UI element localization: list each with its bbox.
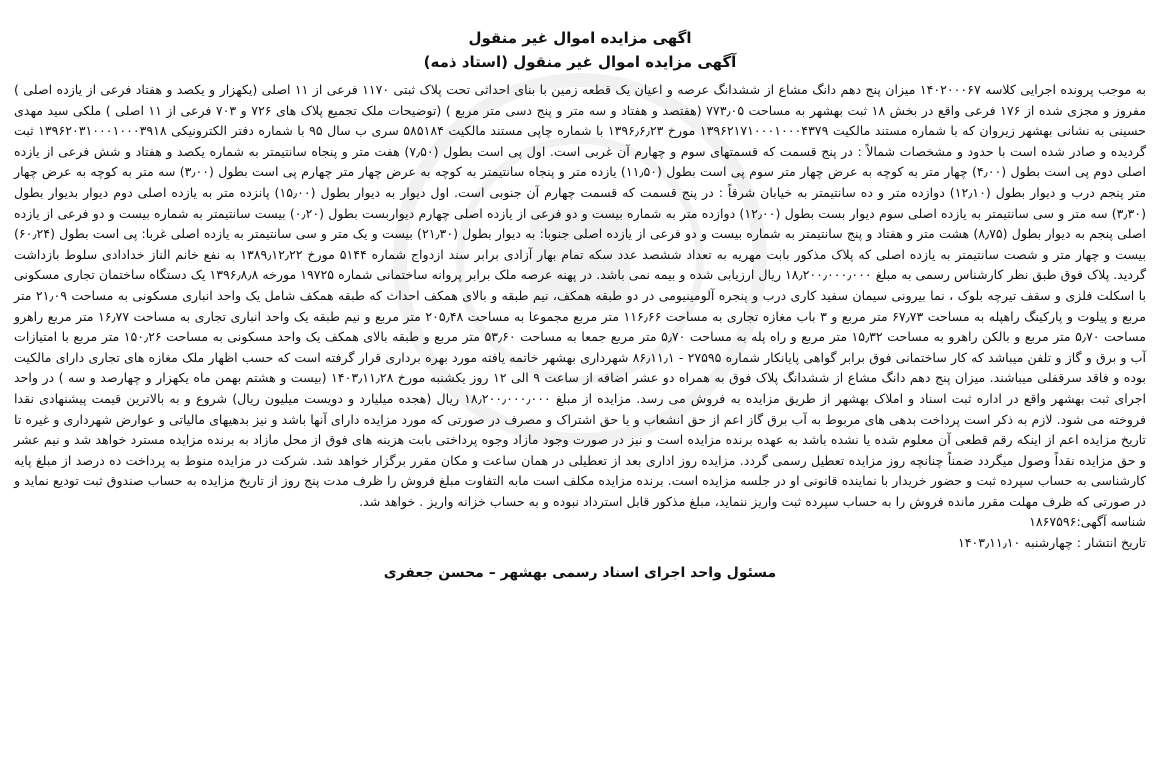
publish-date: تاریخ انتشار : چهارشنبه ۱۴۰۳٫۱۱٫۱۰ [958, 535, 1146, 551]
signature-line: مسئول واحد اجرای اسناد رسمی بهشهر – محسن جعفری [383, 564, 777, 581]
notice-title-sub: آگهی مزایده اموال غیر منقول (استاد ذمه) [423, 53, 737, 71]
notice-title-main: اگهی مزایده اموال غیر منقول [468, 29, 692, 47]
notice-id: شناسه آگهی:۱۸۶۷۵۹۶ [1029, 514, 1146, 530]
notice-body: به موجب پرونده اجرایی کلاسه ۱۴۰۲۰۰۰۶۷ میزان پنج دهم دانگ مشاع از ششدانگ عرصه و اعیان یک قطعه زمین با بنای احداثی تحت پلاک ثبتی ۱۱۷۰ فرعی از ۱۱ اصلی (یکهزار و یکصد و هفتاد فرعی از یازده اصلی ) مفروز و مجزی شده از ۱۷۶ فرعی واقع در بخش ۱۸ ثبت بهشهر به مساحت ۷۷۳٫۰۵ (هفتصد و هفتاد و سه متر و پنج دسی متر مربع ) (توضیحات ملک تجمیع پلاک های ۷۲۶ و ۷۰۳ فرعی از ۱۱ اصلی ) ملکی سید مهدی حسینی به نشانی بهشهر زیروان که با شماره مستند مالکیت ۱۳۹۶۲۱۷۱۰۰۰۱۰۰۰۴۳۷۹ مورخ ۱۳۹۶٫۶٫۲۳ با شماره چاپی مستند مالکیت ۵۸۵۱۸۴ سری ب سال ۹۵ با شماره دفتر الکترونیکی ۱۳۹۶۲۰۳۱۰۰۰۱۰۰۰۳۹۱۸ ثبت گردیده و صادر شده است با حدود و مشخصات شمالاً : در پنج قسمت که قسمتهای سوم و چهارم آن غربی است. اول پی است بطول (۷٫۵۰) هفت متر و پنجاه سانتیمتر به شماره یکصد و هفتاد و شش فرعی از یازده اصلی دوم پی است بطول (۴٫۰۰) چهار متر به کوچه به عرض چهار متر سوم پی است بطول (۱۱٫۵۰) یازده متر و پنجاه سانتیمتر به کوچه به عرض چهار متر چهارم پی است بطول (۳٫۰۰) سه متر به کوچه به عرض چهار متر پنجم درب و دیوار بطول (۱۲٫۱۰) دوازده متر و ده سانتیمتر به خیابان شرقاً : در پنج قسمت که قسمت چهارم آن جنوبی است. اول دیوار به دیوار بطول (۱۵٫۰۰) پانزده متر به یازده اصلی دوم دیوار بدیوار بطول (۳٫۳۰) سه متر و سی سانتیمتر به یازده اصلی سوم دیوار بست بطول (۱۲٫۰۰) دوازده متر به شماره بیست و دو فرعی از یازده اصلی چهارم دیواربست بطول (۰٫۲۰) بیست سانتیمتر به شماره بیست و دو فرعی از یازده اصلی پنجم به دیوار بطول (۸٫۷۵) هشت متر و هفتاد و پنج سانتیمتر به شماره بیست و دو فرعی از یازده اصلی جنوبا: به دیوار بطول (۲۱٫۳۰) بیست و یک متر و سی سانتیمتر به یازده اصلی غربا: پی است بطول (۶۰٫۲۴) بیست و چهار متر و شصت سانتیمتر به یازده اصلی که پلاک مذکور بابت مهریه به تعداد ششصد عدد سکه تمام بهار آزادی برابر سند ازدواج شماره ۵۱۴۴ مورخ ۱۳۸۹٫۱۲٫۲۲ به نفع خانم الناز خدادادی سلوط بازداشت گردید. پلاک فوق طبق نظر کارشناس رسمی به مبلغ ۱۸٫۲۰۰٫۰۰۰٫۰۰۰ ریال ارزیابی شده و بیمه نمی باشد. در پهنه عرصه ملک برابر پروانه ساختمانی شماره ۱۹۷۲۵ مورخه ۱۳۹۶٫۸٫۸ یک دستگاه ساختمان تجاری مسکونی با اسکلت فلزی و سقف تیرچه بلوک ، نما بیرونی سیمان سفید کاری درب و پنجره آلومینیومی در دو طبقه همکف، نیم طبقه و بالای همکف احداث که طبقه همکف شامل یک واحد انباری مسکونی به مساحت ۲۱٫۰۹ متر مربع و پیلوت و پارکینگ راهپله به مساحت ۶۷٫۷۳ متر مربع و ۳ باب مغازه تجاری به مساحت ۱۱۶٫۶۶ متر مربع مجموعا به مساحت ۲۰۵٫۴۸ متر مربع و نیم طبقه یک واحد انباری تجاری به مساحت ۱۶٫۷۷ متر مربع راهرو مساحت ۵٫۷۰ متر مربع و بالکن راهرو به مساحت ۱۵٫۳۲ متر مربع و راه پله به مساحت ۵٫۷۰ متر مربع جمعا به مساحت ۵۳٫۶۰ متر مربع و طبقه بالای همکف یک واحد مسکونی به مساحت ۱۵۰٫۲۶ متر مربع با امتیازات آب و برق و گاز و تلفن میباشد که کار ساختمانی فوق برابر گواهی پایانکار شماره ۲۷۵۹۵ - ۸۶٫۱۱٫۱ شهرداری بهشهر خاتمه یافته مورد بهره برداری قرار گرفته است که حسب اظهار ملک مغازه های تجاری دارای مالکیت بوده و فاقد سرقفلی میباشند. میزان پنج دهم دانگ مشاع از ششدانگ پلاک فوق به همراه دو عشر اضافه از ساعت ۹ الی ۱۲ روز یکشنبه مورخ ۱۴۰۳٫۱۱٫۲۸ (بیست و هشتم بهمن ماه یکهزار و چهارصد و سه ) در واحد اجرای ثبت بهشهر واقع در اداره ثبت اسناد و املاک بهشهر از طریق مزایده به فروش می رسد. مزایده از مبلغ ۱۸٫۲۰۰٫۰۰۰٫۰۰۰ ریال (هجده میلیارد و دویست میلیون ریال) شروع و به بالاترین قیمت پیشنهادی نقدا فروخته می شود. لازم به ذکر است پرداخت بدهی های مربوط به آب برق گاز اعم از حق انشعاب و یا حق اشتراک و مصرف در صورتی که مورد مزایده دارای آنها باشد و نیز بدهیهای مالیاتی و عوارض شهرداری و غیره تا تاریخ مزایده اعم از اینکه رقم قطعی آن معلوم شده یا نشده باشد به عهده برنده مزایده است و نیز در صورت وجود مازاد وجوه پرداختی بابت هزینه های فوق از محل مازاد به برنده مزایده مسترد خواهد شد و نیم عشر و حق مزایده نقداً وصول میگردد ضمناً چنانچه روز مزایده تعطیل رسمی گردد. مزایده روز اداری بعد از تعطیلی در همان ساعت و مکان مقرر برگزار خواهد شد. شرکت در مزایده منوط به پرداخت ده درصد از مبلغ پایه کارشناسی به حساب سپرده ثبت و حضور خریدار با نماینده قانونی او در جلسه مزایده است. برنده مزایده مکلف است مابه التفاوت مبلغ فروش را ظرف مدت پنج روز از تاریخ مزایده به حساب صندوق ثبت تودیع نماید و در صورتی که ظرف مهلت مقرر مانده فروش را به حساب سپرده ثبت واریز ننماید، مبلغ مذکور قابل استرداد نبوده و به حساب خزانه واریز . خواهد شد. [14, 82, 1146, 509]
notice-header [14, 26, 1146, 74]
